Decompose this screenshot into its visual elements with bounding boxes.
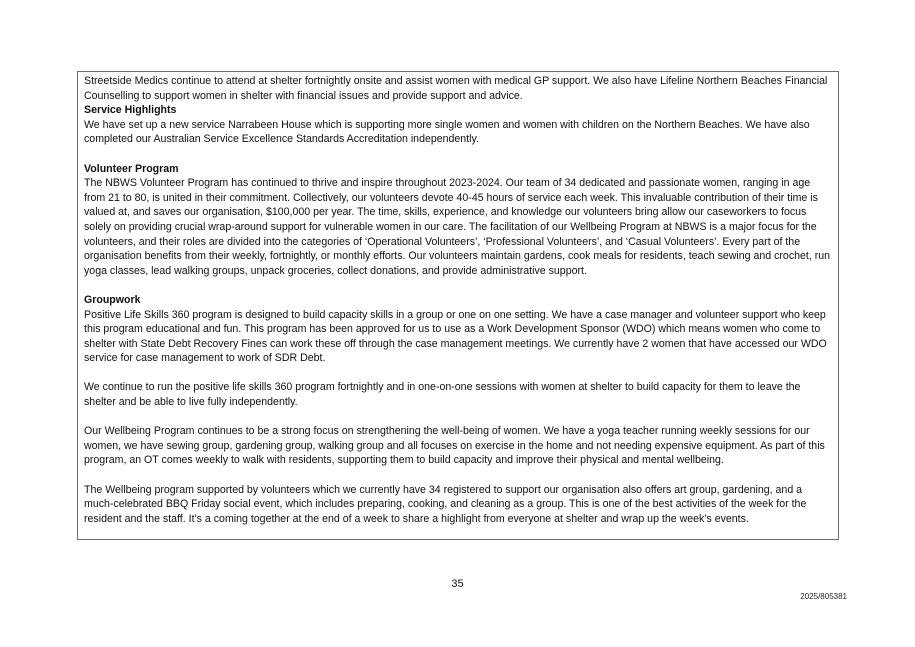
document-reference: 2025/805381 [800, 592, 847, 601]
spacer [84, 410, 833, 425]
content-box [77, 71, 839, 540]
service-highlights-paragraph: We have set up a new service Narrabeen House which is supporting more single women and women with children on the Northern Beaches. We have also completed our Australian Service Excellence Standards Accreditation independently. [84, 118, 810, 146]
groupwork-paragraph-volunteers: The Wellbeing program supported by volunteers which we currently have 34 registered to support our organisation also offers art group, gardening, and a much-celebrated BBQ Friday social event, which includes preparing, cooking, and cleaning as a group. This is one of the best activities of the week for the resident and the staff. It’s a coming together at the end of a week to share a highlight from everyone at shelter and wrap up the week’s events. [84, 483, 807, 525]
volunteer-program-paragraph: The NBWS Volunteer Program has continued to thrive and inspire throughout 2023-2024. Our team of 34 dedicated and passionate women, ranging in age from 21 to 80, is united in their commitment. Collectively, our volunteers devote 40-45 hours of service each week. This invaluable contribution of their time is valued at, and saves our organisation, $100,000 per year. The time, skills, experience, and knowledge our volunteers bring allow our caseworkers to focus solely on providing crucial wrap-around support for vulnerable women in our care. The facilitation of our Wellbeing Program at NBWS is a major focus for the volunteers, and their roles are divided into the categories of ‘Operational Volunteers’, ‘Professional Volunteers’, and ‘Casual Volunteers’. Every part of the organisation benefits from their weekly, fortnightly, or monthly efforts. Our volunteers maintain gardens, cook meals for residents, teach sewing and crochet, run yoga classes, lead walking groups, unpack groceries, collect donations, and provide administrative support. [84, 177, 831, 277]
intro-paragraph: Streetside Medics continue to attend at shelter fortnightly onsite and assist women with medical GP support. We also have Lifeline Northern Beaches Financial Counselling to support women in shelter with financial issues and provide support and advice. [84, 75, 828, 102]
spacer [84, 468, 833, 483]
page-number: 35 [451, 578, 464, 590]
spacer [84, 147, 833, 162]
groupwork-paragraph-wellbeing: Our Wellbeing Program continues to be a strong focus on strengthening the well-being of women. We have a yoga teacher running weekly sessions for our women, we have sewing group, gardening group, walking group and all focuses on exercise in the home and not needing expensive equipment. As part of this program, an OT comes weekly to walk with residents, supporting them to build capacity and improve their physical and mental wellbeing. [84, 425, 825, 467]
spacer [84, 366, 833, 381]
volunteer-program-heading: Volunteer Program [84, 162, 179, 175]
groupwork-paragraph-fortnightly: We continue to run the positive life skills 360 program fortnightly and in one-on-one sessions with women at shelter to build capacity for them to leave the shelter and be able to live fully independently. [84, 381, 801, 409]
service-highlights-heading: Service Highlights [84, 104, 177, 117]
groupwork-heading: Groupwork [84, 293, 141, 306]
spacer [84, 278, 833, 293]
groupwork-paragraph-life-skills: Positive Life Skills 360 program is designed to build capacity skills in a group or one on one setting. We have a case manager and volunteer support who keep this program educational and fun. This program has been approved for us to use as a Work Development Sponsor (WDO) which means women who come to shelter with State Debt Recovery Fines can work these off through the case management meetings. We currently have 2 women that have accessed our WDO service for case management to work of SDR Debt. [84, 308, 827, 365]
